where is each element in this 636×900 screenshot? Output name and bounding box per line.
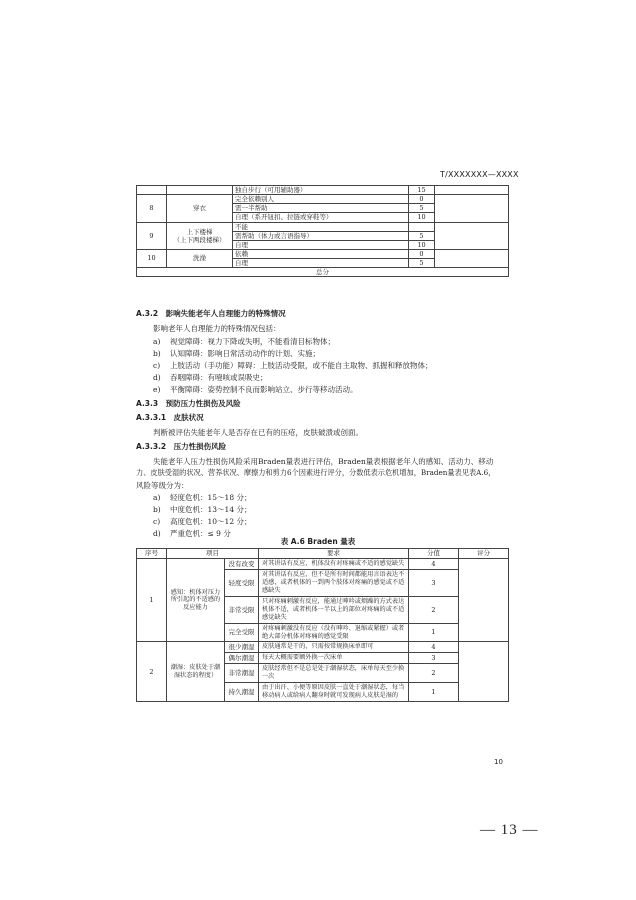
- requirement-cell: 对疼痛刺激没有反应（没有呻吟、退缩或紧握）或者绝大部分机体对疼痛的感觉受限: [259, 623, 409, 642]
- row-number-cell: 1: [137, 559, 167, 642]
- table-row: [137, 222, 509, 231]
- level-cell: 完全受限: [225, 623, 259, 642]
- level-cell: 需帮助（体力或言语指导）: [233, 231, 409, 240]
- level-cell: 不能: [233, 222, 409, 231]
- paragraph-intro: 影响老年人自理能力的特殊情况包括：: [153, 324, 281, 333]
- level-cell: 依赖: [233, 249, 409, 258]
- list-item: d) 严重危机：≤ 9 分: [153, 529, 231, 538]
- braden-table: [136, 548, 509, 702]
- level-cell: 完全依赖别人: [233, 195, 409, 204]
- score-cell: 2: [409, 596, 459, 623]
- list-item: a) 视觉障碍：视力下降或失明，不能看清目标物体；: [153, 337, 335, 346]
- list-item: a) 轻度危机：15～18 分；: [153, 493, 252, 502]
- paragraph-line: 力、皮肤受湿的状况、营养状况、摩擦力和剪力6个因素进行评分，分数低表示危机增加，Braden量表见表A.6，: [136, 468, 496, 477]
- eval-cell: [459, 642, 509, 702]
- requirement-cell: 皮肤经常但不是总是处于潮湿状态，床单每天至少换一次: [259, 664, 409, 683]
- item-cell: 穿衣: [167, 195, 233, 222]
- level-cell: 持久潮湿: [225, 683, 259, 702]
- paragraph-line: 风险等级分为：: [136, 481, 189, 490]
- eval-cell: [435, 186, 509, 195]
- score-cell: [409, 222, 435, 231]
- paragraph-line: 失能老年人压力性损伤风险采用Braden量表进行评估，Braden量表根据老年人的感知、活动力、移动: [153, 457, 494, 466]
- list-item: d) 吞咽障碍：有噎咳或误吸史；: [153, 373, 268, 382]
- level-cell: 非常潮湿: [225, 664, 259, 683]
- level-cell: 需一半帮助: [233, 204, 409, 213]
- table-row: [137, 186, 509, 195]
- row-number-cell: 10: [137, 249, 167, 267]
- score-cell: 2: [409, 664, 459, 683]
- score-cell: 5: [409, 231, 435, 240]
- score-cell: 4: [409, 559, 459, 570]
- list-item: c) 高度危机：10～12 分；: [153, 517, 252, 526]
- level-cell: 独自步行（可用辅助器）: [233, 186, 409, 195]
- paragraph-skin: 判断被评估失能老年人是否存在已有的压疮，皮肤破溃或创面。: [153, 428, 363, 437]
- item-cell: 潮湿：皮肤处于潮湿状态的程度）: [167, 642, 225, 702]
- table-row: [137, 195, 509, 204]
- item-cell: 上下楼梯 （上下两段楼梯）: [167, 222, 233, 249]
- score-cell: 4: [409, 642, 459, 653]
- document-code: T/XXXXXXX—XXXX: [440, 170, 519, 179]
- level-cell: 自理（系开钮扣、拉链或穿鞋等）: [233, 213, 409, 222]
- header-req: 要求: [259, 549, 409, 559]
- header-item: 项目: [167, 549, 259, 559]
- eval-cell: [459, 559, 509, 642]
- table-row: [137, 559, 509, 570]
- row-number-cell: [137, 186, 167, 195]
- requirement-cell: 由于出汗、小便等原因皮肤一直处于潮湿状态，每当移动病人或给病人翻身时就可发现病人皮肤是湿的: [259, 683, 409, 702]
- level-cell: 非常受限: [225, 596, 259, 623]
- row-number-cell: 9: [137, 222, 167, 249]
- score-cell: 15: [409, 186, 435, 195]
- level-cell: 偶尔潮湿: [225, 653, 259, 664]
- header-eval: 评分: [459, 549, 509, 559]
- score-cell: 10: [409, 240, 435, 249]
- page-number: — 13 —: [480, 822, 539, 838]
- section-heading-a33: A.3.3 预防压力性损伤及风险: [136, 399, 241, 408]
- section-heading-a332: A.3.3.2 压力性损伤风险: [136, 442, 227, 451]
- level-cell: 自理: [233, 259, 409, 268]
- eval-cell: [435, 249, 509, 267]
- table-header-row: [137, 549, 509, 559]
- section-heading-a32: A.3.2 影响失能老年人自理能力的特殊情况: [136, 309, 286, 318]
- table-title: 表 A.6 Braden 量表: [280, 537, 356, 546]
- level-cell: 很少潮湿: [225, 642, 259, 653]
- header-no: 序号: [137, 549, 167, 559]
- score-cell: 0: [409, 249, 435, 258]
- table-row: [137, 249, 509, 258]
- level-cell: 自理: [233, 240, 409, 249]
- list-item: b) 中度危机：13～14 分；: [153, 505, 252, 514]
- score-cell: 5: [409, 204, 435, 213]
- list-item: e) 平衡障碍：姿势控制不良而影响站立、步行等移动活动。: [153, 385, 358, 394]
- total-cell: 总分: [137, 268, 509, 277]
- list-item: c) 上肢活动（手功能）障碍：上肢活动受限，或不能自主取物、抓握和释放物体；: [153, 361, 433, 370]
- item-cell: [167, 186, 233, 195]
- requirement-cell: 对其讲话有反应，机体没有对疼痛或不适的感觉缺失: [259, 559, 409, 570]
- score-cell: 3: [409, 653, 459, 664]
- requirement-cell: 皮肤通常是干的，只需按常规换床单即可: [259, 642, 409, 653]
- section-heading-a331: A.3.3.1 皮肤状况: [136, 413, 204, 422]
- score-cell: 0: [409, 195, 435, 204]
- eval-cell: [435, 195, 509, 222]
- score-cell: 5: [409, 259, 435, 268]
- score-cell: 1: [409, 623, 459, 642]
- score-cell: 10: [409, 213, 435, 222]
- table-row: [137, 642, 509, 653]
- requirement-cell: 对其讲话有反应，但不是所有时间都能用言语表达不适感，或者机体的一到两个肢体对疼痛的感觉或不适感缺失: [259, 569, 409, 596]
- level-cell: 轻度受限: [225, 569, 259, 596]
- header-score: 分值: [409, 549, 459, 559]
- barthel-table-continued: [136, 185, 509, 277]
- item-cell: 洗澡: [167, 249, 233, 267]
- row-number-cell: 2: [137, 642, 167, 702]
- inner-page-number: 10: [494, 758, 503, 766]
- requirement-cell: 只对疼痛刺激有反应，能通过呻吟或烦躁的方式表达机体不适，或者机体一半以上的部位对疼痛的或不适感觉缺失: [259, 596, 409, 623]
- requirement-cell: 每天大概需要额外换一次床单: [259, 653, 409, 664]
- eval-cell: [435, 222, 509, 249]
- table-row: [137, 268, 509, 277]
- level-cell: 没有改变: [225, 559, 259, 570]
- list-item: b) 认知障碍：影响日常活动动作的计划、实施；: [153, 349, 320, 358]
- score-cell: 1: [409, 683, 459, 702]
- score-cell: 3: [409, 569, 459, 596]
- row-number-cell: 8: [137, 195, 167, 222]
- item-cell: 感知：机体对压力所引起的不适感的反应能力: [167, 559, 225, 642]
